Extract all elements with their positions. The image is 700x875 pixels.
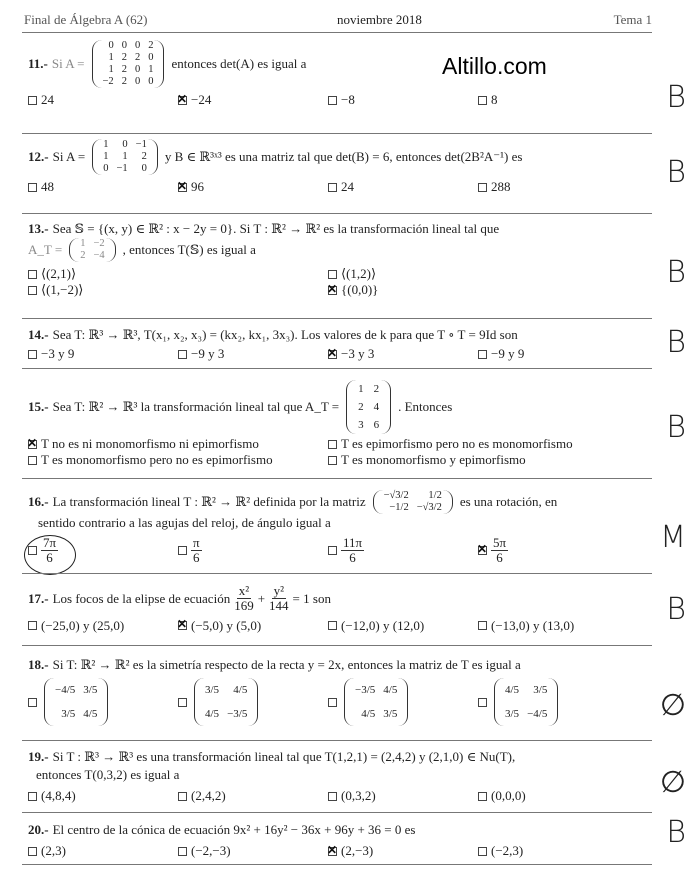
option-label: (−12,0) y (12,0): [341, 617, 425, 633]
matrix-cell: 1: [122, 151, 128, 162]
matrix-cell: 1/2: [428, 490, 442, 501]
divider: [22, 740, 652, 741]
watermark-logo: Altillo.com: [442, 53, 547, 79]
divider: [22, 573, 652, 574]
matrix-cell: −1: [135, 139, 147, 150]
option-label: (2,4,2): [191, 788, 226, 803]
option-label: (2,−3): [341, 843, 374, 858]
option-label: {(0,0)}: [341, 282, 379, 297]
question-text: Los focos de la elipse de ecuación: [52, 590, 231, 606]
question-text: . Entonces: [398, 399, 453, 414]
checkbox[interactable]: [328, 546, 337, 555]
answer-options: [28, 843, 650, 859]
denominator: 169: [234, 598, 254, 614]
answer-option[interactable]: [28, 282, 328, 298]
option-label: ⟨(1,2)⟩: [341, 266, 377, 281]
numerator: 11π: [343, 535, 363, 550]
matrix-grid: [501, 678, 551, 726]
option-label: ⟨(1,−2)⟩: [41, 282, 84, 297]
matrix-cell: 4/5: [505, 684, 520, 696]
grade-mark: B: [666, 255, 686, 290]
checkbox[interactable]: [28, 621, 37, 630]
matrix-grid: [380, 490, 446, 514]
matrix-cell: 4/5: [233, 684, 248, 696]
answer-options: [28, 92, 650, 108]
answer-options: [28, 179, 650, 195]
option-label: (2,3): [41, 843, 66, 858]
option-label: 96: [191, 179, 204, 194]
checkbox[interactable]: [328, 792, 337, 801]
matrix-grid: [51, 678, 101, 726]
matrix-cell: 3/5: [383, 708, 398, 720]
matrix-cell: 0: [134, 40, 141, 51]
question-text: entonces T(0,3,2) es igual a: [36, 767, 180, 782]
answer-option[interactable]: [178, 618, 328, 634]
question-11: [28, 40, 650, 108]
checked-checkbox[interactable]: [478, 546, 487, 555]
matrix-cell: 2: [141, 151, 147, 162]
answer-option[interactable]: [328, 436, 628, 452]
matrix-cell: 3/5: [505, 708, 520, 720]
matrix-cell: 1: [103, 151, 109, 162]
checkbox[interactable]: [178, 546, 187, 555]
matrix-cell: −√3/2: [383, 490, 409, 501]
matrix-cell: −√3/2: [416, 502, 442, 513]
checked-checkbox[interactable]: [328, 286, 337, 295]
matrix-cell: 3/5: [61, 708, 76, 720]
option-label: −9 y 3: [191, 346, 225, 361]
checkbox[interactable]: [478, 96, 487, 105]
answer-option[interactable]: [28, 788, 178, 804]
matrix: [92, 139, 158, 175]
matrix: [44, 678, 108, 726]
numerator: π: [193, 535, 200, 550]
matrix: [92, 40, 165, 88]
question-text: La transformación lineal T : ℝ² → ℝ² definida por la matriz: [52, 494, 366, 509]
question-text: Sea 𝕊 = {(x, y) ∈ ℝ² : x − 2y = 0}. Si T : ℝ² → ℝ² es la transformación lineal tal que: [52, 221, 500, 236]
question-number: 19.-: [28, 749, 49, 764]
matrix-cell: −3/5: [227, 708, 248, 720]
checked-checkbox[interactable]: [178, 621, 187, 630]
checkbox[interactable]: [478, 350, 487, 359]
question-text: Si T: ℝ² → ℝ² es la simetría respecto de la recta y = 2x, entonces la matriz de T es igual a: [52, 657, 521, 672]
question-14: [28, 326, 650, 362]
matrix-grid: [76, 238, 108, 262]
answer-option[interactable]: [478, 179, 628, 195]
answer-options: [28, 346, 650, 362]
grade-mark: B: [666, 80, 686, 115]
answer-option[interactable]: [328, 266, 628, 282]
matrix-cell: 4/5: [383, 684, 398, 696]
answer-options: [28, 678, 650, 726]
matrix: [373, 490, 453, 514]
answer-options: [28, 788, 650, 804]
checked-checkbox[interactable]: [28, 440, 37, 449]
question-number: 12.-: [28, 149, 49, 164]
matrix-cell: 1: [108, 52, 114, 63]
question-text: , entonces T(𝕊) es igual a: [122, 242, 256, 257]
grade-mark: ∅: [659, 765, 686, 800]
option-label: 8: [491, 92, 498, 107]
question-text: Sea T: ℝ² → ℝ³ la transformación lineal tal que A_T =: [52, 399, 340, 414]
denominator: 144: [269, 598, 289, 614]
checkbox[interactable]: [178, 792, 187, 801]
checkbox[interactable]: [28, 350, 37, 359]
checkbox[interactable]: [478, 183, 487, 192]
question-16: [28, 490, 650, 566]
answer-option[interactable]: [478, 92, 628, 108]
matrix: [494, 678, 558, 726]
answer-option[interactable]: [178, 179, 328, 195]
matrix-cell: −1/2: [389, 502, 409, 513]
matrix-cell: 2: [358, 401, 364, 413]
question-number: 15.-: [28, 399, 49, 414]
matrix: [194, 678, 258, 726]
checkbox[interactable]: [328, 456, 337, 465]
divider: [22, 318, 652, 319]
fraction: [341, 536, 364, 566]
matrix-cell: 3/5: [83, 684, 98, 696]
matrix-grid: [201, 678, 251, 726]
grade-mark: B: [666, 592, 686, 627]
matrix-cell: 4: [373, 401, 380, 413]
checked-checkbox[interactable]: [178, 96, 187, 105]
checkbox[interactable]: [28, 792, 37, 801]
checkbox[interactable]: [28, 183, 37, 192]
numerator: y²: [273, 583, 284, 598]
question-19: [28, 748, 650, 804]
checkbox[interactable]: [328, 183, 337, 192]
answer-option[interactable]: [478, 536, 628, 566]
question-text: El centro de la cónica de ecuación 9x² + 16y² − 36x + 96y + 36 = 0 es: [52, 822, 416, 837]
answer-option[interactable]: [178, 346, 328, 362]
answer-option[interactable]: [328, 346, 478, 362]
fraction: [234, 584, 254, 614]
option-label: 24: [41, 92, 54, 107]
matrix-cell: 1: [108, 64, 114, 75]
answer-option[interactable]: [478, 788, 628, 804]
question-text: Sea T: ℝ³ → ℝ³, T(x₁, x₂, x₃) = (kx₂, kx₁, 3x₃). Los valores de k para que T ∘ T = 9Id son: [52, 327, 518, 342]
answer-option[interactable]: [478, 618, 628, 634]
matrix-cell: −2: [93, 238, 105, 249]
answer-option[interactable]: [28, 618, 178, 634]
checkbox[interactable]: [478, 698, 487, 707]
question-text: Si A =: [51, 56, 85, 71]
exam-date: noviembre 2018: [337, 12, 422, 27]
divider: [22, 478, 652, 479]
answer-option[interactable]: [28, 92, 178, 108]
matrix-cell: 1: [80, 238, 86, 249]
answer-option[interactable]: [328, 678, 478, 726]
matrix-cell: 0: [148, 52, 154, 63]
matrix-cell: 2: [121, 64, 127, 75]
matrix-cell: 0: [141, 163, 147, 174]
question-text: A_T =: [28, 242, 63, 257]
denominator: 6: [193, 550, 200, 566]
option-label: T no es ni monomorfismo ni epimorfismo: [41, 436, 259, 451]
matrix-grid: [99, 40, 158, 88]
answer-option[interactable]: [328, 92, 478, 108]
option-label: T es monomorfismo y epimorfismo: [341, 452, 526, 467]
option-label: 288: [491, 179, 511, 194]
matrix-cell: 2: [148, 40, 154, 51]
matrix-cell: −2: [102, 76, 114, 87]
question-text: = 1 son: [292, 590, 331, 606]
matrix-cell: 3: [358, 419, 364, 431]
answer-option[interactable]: [178, 788, 328, 804]
answer-option[interactable]: [328, 452, 628, 468]
matrix-cell: 4/5: [83, 708, 98, 720]
answer-option[interactable]: [28, 179, 178, 195]
checkbox[interactable]: [478, 847, 487, 856]
question-number: 14.-: [28, 327, 49, 342]
answer-option[interactable]: [28, 266, 328, 282]
divider: [22, 133, 652, 134]
checkbox[interactable]: [328, 440, 337, 449]
question-number: 20.-: [28, 822, 49, 837]
plus-sign: +: [257, 590, 266, 606]
matrix-cell: 1: [103, 139, 109, 150]
matrix-grid: [351, 678, 401, 726]
question-12: [28, 139, 650, 195]
fraction: [491, 536, 508, 566]
question-text: y B ∈ ℝ³ˣ³ es una matriz tal que det(B) = 6, entonces det(2B²A⁻¹) es: [164, 149, 523, 164]
answer-option[interactable]: [178, 92, 328, 108]
question-text: es una rotación, en: [459, 494, 558, 509]
divider: [22, 368, 652, 369]
checked-checkbox[interactable]: [178, 183, 187, 192]
divider: [22, 32, 652, 33]
matrix-cell: 0: [121, 40, 127, 51]
matrix: [69, 238, 115, 262]
exam-title: Final de Álgebra A (62): [24, 12, 148, 27]
grade-mark: B: [666, 410, 686, 445]
checkbox[interactable]: [328, 698, 337, 707]
checkbox[interactable]: [328, 96, 337, 105]
matrix-cell: −4/5: [55, 684, 76, 696]
answer-option[interactable]: [28, 452, 328, 468]
option-label: (−2,3): [491, 843, 524, 858]
option-label: T es monomorfismo pero no es epimorfismo: [41, 452, 273, 467]
answer-option[interactable]: [28, 346, 178, 362]
answer-options: [28, 436, 648, 468]
matrix-cell: 2: [121, 52, 127, 63]
matrix-cell: 0: [134, 76, 141, 87]
answer-option[interactable]: [478, 346, 628, 362]
matrix-cell: 6: [373, 419, 380, 431]
answer-option[interactable]: [178, 678, 328, 726]
option-label: −8: [341, 92, 355, 107]
question-20: [28, 821, 650, 859]
option-label: (4,8,4): [41, 788, 76, 803]
matrix-cell: −1: [116, 163, 128, 174]
question-13: [28, 220, 650, 298]
checkbox[interactable]: [478, 792, 487, 801]
numerator: 5π: [493, 535, 507, 550]
divider: [22, 864, 652, 865]
denominator: 6: [349, 550, 356, 566]
option-label: (−13,0) y (13,0): [491, 617, 575, 633]
checkbox[interactable]: [328, 621, 337, 630]
option-label: −24: [191, 92, 212, 107]
option-label: (−2,−3): [191, 843, 231, 858]
answer-option[interactable]: [178, 536, 328, 566]
question-17: [28, 584, 650, 634]
answer-option[interactable]: [328, 843, 478, 859]
answer-option[interactable]: [328, 788, 478, 804]
matrix: [346, 380, 391, 434]
grade-mark: M: [660, 520, 686, 555]
checkbox[interactable]: [178, 698, 187, 707]
option-label: T es epimorfismo pero no es monomorfismo: [341, 436, 573, 451]
answer-option[interactable]: [328, 282, 628, 298]
matrix-cell: 3/5: [205, 684, 220, 696]
matrix-cell: 1: [358, 383, 364, 395]
matrix-cell: −4: [93, 250, 105, 261]
question-text: sentido contrario a las agujas del reloj, de ángulo igual a: [38, 515, 331, 530]
matrix-cell: 2: [134, 52, 141, 63]
option-label: −3 y 9: [41, 346, 75, 361]
grade-mark: ∅: [659, 688, 686, 723]
checkbox[interactable]: [328, 270, 337, 279]
matrix-cell: −4/5: [527, 708, 548, 720]
denominator: 6: [46, 550, 53, 566]
answer-option[interactable]: [28, 843, 178, 859]
matrix-cell: 1: [148, 64, 154, 75]
answer-option[interactable]: [478, 843, 628, 859]
handwritten-circle: [24, 535, 76, 575]
question-18: [28, 656, 650, 726]
fraction: [269, 584, 289, 614]
checkbox[interactable]: [178, 350, 187, 359]
option-label: (−25,0) y (25,0): [41, 617, 125, 633]
checkbox[interactable]: [28, 698, 37, 707]
matrix-cell: 2: [373, 383, 380, 395]
option-label: ⟨(2,1)⟩: [41, 266, 77, 281]
matrix-cell: 4/5: [205, 708, 220, 720]
answer-option[interactable]: [328, 179, 478, 195]
option-label: −3 y 3: [341, 346, 375, 361]
answer-option[interactable]: [328, 618, 478, 634]
checkbox[interactable]: [478, 621, 487, 630]
question-15: [28, 380, 650, 468]
answer-option[interactable]: [28, 436, 328, 452]
answer-option[interactable]: [28, 678, 178, 726]
divider: [22, 812, 652, 813]
grade-mark: B: [666, 155, 686, 190]
question-text: Si T : ℝ³ → ℝ³ es una transformación lineal tal que T(1,2,1) = (2,4,2) y (2,1,0) ∈ Nu(T),: [52, 749, 516, 764]
option-label: (0,0,0): [491, 788, 526, 803]
question-text: entonces det(A) es igual a: [171, 56, 307, 71]
matrix-grid: [99, 139, 151, 175]
denominator: 6: [496, 550, 503, 566]
checkbox[interactable]: [28, 456, 37, 465]
checkbox[interactable]: [28, 847, 37, 856]
question-number: 13.-: [28, 221, 49, 236]
question-text: Si A =: [52, 149, 86, 164]
grade-mark: B: [666, 325, 686, 360]
question-number: 17.-: [28, 590, 49, 606]
matrix-cell: 0: [148, 76, 154, 87]
answer-options: [28, 266, 628, 298]
divider: [22, 213, 652, 214]
option-label: 48: [41, 179, 54, 194]
matrix-cell: 2: [121, 76, 127, 87]
numerator: 7π: [43, 535, 57, 550]
checkbox[interactable]: [28, 96, 37, 105]
checked-checkbox[interactable]: [328, 350, 337, 359]
answer-options: [28, 618, 650, 634]
question-number: 18.-: [28, 657, 49, 672]
matrix-cell: −3/5: [355, 684, 376, 696]
matrix-cell: 4/5: [361, 708, 376, 720]
checkbox[interactable]: [178, 847, 187, 856]
matrix: [344, 678, 408, 726]
option-label: −9 y 9: [491, 346, 525, 361]
option-label: (−5,0) y (5,0): [191, 617, 262, 633]
answer-option[interactable]: [178, 843, 328, 859]
matrix-cell: 0: [103, 163, 109, 174]
option-label: 24: [341, 179, 354, 194]
option-label: (0,3,2): [341, 788, 376, 803]
matrix-cell: 3/5: [533, 684, 548, 696]
matrix-cell: 0: [108, 40, 114, 51]
divider: [22, 645, 652, 646]
checkbox[interactable]: [28, 270, 37, 279]
answer-option[interactable]: [478, 678, 628, 726]
matrix-cell: 0: [122, 139, 128, 150]
answer-options: [28, 536, 650, 566]
fraction: [191, 536, 202, 566]
question-number: 11.-: [28, 56, 48, 71]
grade-mark: B: [666, 815, 686, 850]
answer-option[interactable]: [328, 536, 478, 566]
matrix-cell: 0: [134, 64, 141, 75]
numerator: x²: [238, 583, 250, 598]
question-number: 16.-: [28, 494, 49, 509]
matrix-cell: 2: [80, 250, 86, 261]
matrix-grid: [353, 380, 384, 434]
exam-version: Tema 1: [613, 12, 652, 27]
checkbox[interactable]: [28, 286, 37, 295]
checked-checkbox[interactable]: [328, 847, 337, 856]
